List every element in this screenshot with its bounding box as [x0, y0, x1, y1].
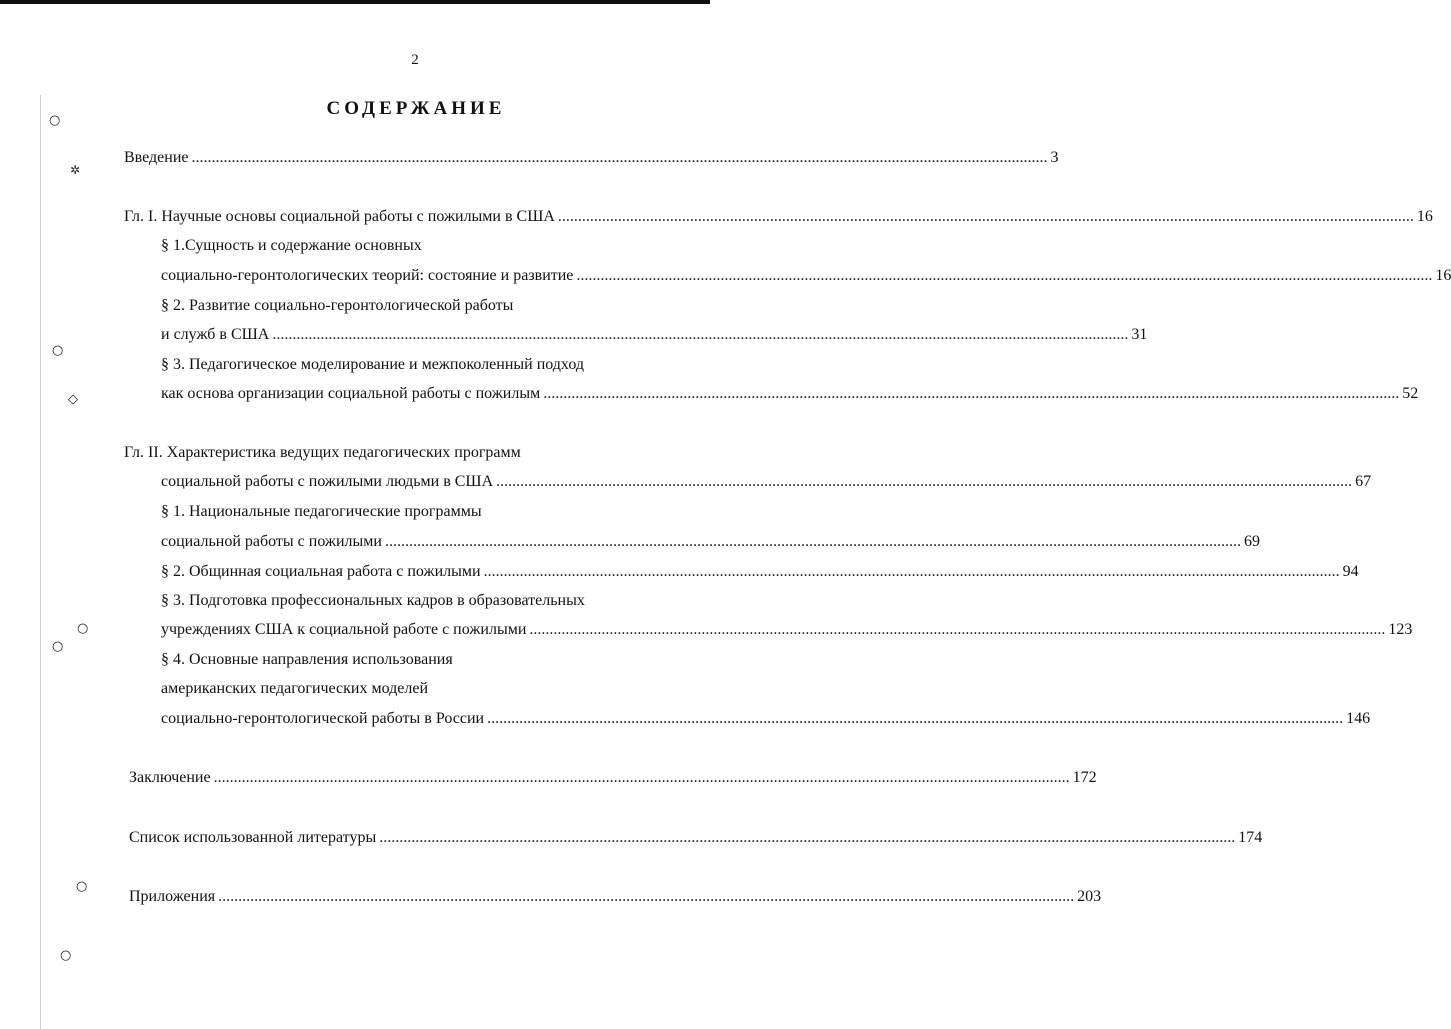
toc-page: 172 — [1072, 769, 1097, 786]
toc-label: Гл. I. Научные основы социальной работы с пожилыми в США — [124, 208, 555, 225]
toc-leader-dots: ...................................................................................................................................................................................................................... — [487, 710, 1344, 727]
toc-entry-section-1-2[interactable] — [161, 325, 1148, 345]
toc-label: учреждениях США к социальной работе с пожилыми — [161, 621, 527, 638]
toc-leader-dots: ...................................................................................................................................................................................................................... — [576, 267, 1433, 284]
binder-hole-icon: ○ — [49, 113, 61, 128]
toc-label-line: Гл. II. Характеристика ведущих педагогических программ — [124, 444, 521, 461]
toc-entry-chapter-2[interactable] — [161, 472, 1372, 492]
toc-label-line: § 3. Педагогическое моделирование и межпоколенный подход — [161, 356, 584, 373]
toc-entry-references[interactable] — [129, 828, 1263, 848]
toc-page: 3 — [1050, 149, 1059, 166]
toc-leader-dots: ...................................................................................................................................................................................................................... — [557, 208, 1414, 225]
toc-entry-section-1-1[interactable] — [161, 266, 1451, 286]
toc-label-line: § 1. Национальные педагогические программы — [161, 503, 482, 520]
toc-label: социально-геронтологических теорий: состояние и развитие — [161, 267, 574, 284]
toc-page: 94 — [1342, 563, 1359, 580]
toc-entry-section-2-2[interactable] — [161, 562, 1359, 582]
toc-label: социальной работы с пожилыми — [161, 533, 382, 550]
binder-hole-icon: ○ — [52, 639, 64, 654]
toc-page: 69 — [1243, 533, 1260, 550]
toc-leader-dots: ...................................................................................................................................................................................................................... — [218, 888, 1075, 905]
toc-label: Приложения — [129, 888, 216, 905]
toc-page: 174 — [1238, 829, 1263, 846]
toc-entry-conclusion[interactable] — [129, 768, 1097, 788]
toc-leader-dots: ...................................................................................................................................................................................................................... — [379, 829, 1236, 846]
toc-leader-dots: ...................................................................................................................................................................................................................... — [543, 385, 1400, 402]
binder-hole-icon: ○ — [52, 343, 64, 358]
toc-page: 16 — [1416, 208, 1433, 225]
toc-page: 16 — [1435, 267, 1451, 284]
toc-leader-dots: ...................................................................................................................................................................................................................... — [213, 769, 1070, 786]
toc-entry-section-2-4[interactable] — [161, 709, 1371, 729]
toc-label: Введение — [124, 149, 189, 166]
toc-page: 31 — [1131, 326, 1148, 343]
toc-leader-dots: ...................................................................................................................................................................................................................... — [529, 621, 1386, 638]
toc-leader-dots: ...................................................................................................................................................................................................................... — [384, 533, 1241, 550]
toc-entry-section-1-3[interactable] — [161, 384, 1419, 404]
toc-entry-intro[interactable] — [124, 148, 1059, 168]
toc-leader-dots: ...................................................................................................................................................................................................................... — [496, 473, 1353, 490]
toc-label-line: § 2. Развитие социально-геронтологической работы — [161, 297, 514, 314]
toc-label: социальной работы с пожилыми людьми в США — [161, 473, 494, 490]
toc-leader-dots: ...................................................................................................................................................................................................................... — [272, 326, 1129, 343]
toc-label: § 2. Общинная социальная работа с пожилыми — [161, 563, 481, 580]
toc-page: 203 — [1077, 888, 1102, 905]
toc-entry-section-2-3[interactable] — [161, 620, 1413, 640]
toc-leader-dots: ...................................................................................................................................................................................................................... — [483, 563, 1340, 580]
binder-hole-icon: ○ — [77, 621, 89, 636]
binder-hole-icon: ○ — [60, 948, 72, 963]
binder-hole-icon: ◇ — [68, 392, 78, 407]
toc-page: 123 — [1388, 621, 1413, 638]
toc-label-line: § 4. Основные направления использования — [161, 651, 453, 668]
toc-page: 146 — [1346, 710, 1371, 727]
toc-label: социально-геронтологической работы в России — [161, 710, 485, 727]
toc-page: 52 — [1402, 385, 1419, 402]
binder-hole-icon: ○ — [76, 879, 88, 894]
toc-entry-section-2-1[interactable] — [161, 532, 1260, 552]
page-number: 2 — [411, 52, 419, 68]
toc-label-line: американских педагогических моделей — [161, 680, 429, 697]
left-margin-line — [40, 95, 41, 1029]
toc-entry-chapter-1[interactable] — [124, 207, 1433, 227]
toc-label-line: § 1.Сущность и содержание основных — [161, 237, 422, 254]
top-border-line — [0, 0, 710, 4]
page-title: СОДЕРЖАНИЕ — [326, 98, 506, 119]
binder-hole-icon: ✲ — [70, 163, 81, 177]
toc-label: и служб в США — [161, 326, 270, 343]
toc-page: 67 — [1355, 473, 1372, 490]
toc-leader-dots: ...................................................................................................................................................................................................................... — [191, 149, 1048, 166]
toc-label-line: § 3. Подготовка профессиональных кадров в образовательных — [161, 592, 585, 609]
toc-label: как основа организации социальной работы с пожилым — [161, 385, 541, 402]
toc-label: Заключение — [129, 769, 211, 786]
toc-label: Список использованной литературы — [129, 829, 377, 846]
toc-entry-appendix[interactable] — [129, 887, 1102, 907]
